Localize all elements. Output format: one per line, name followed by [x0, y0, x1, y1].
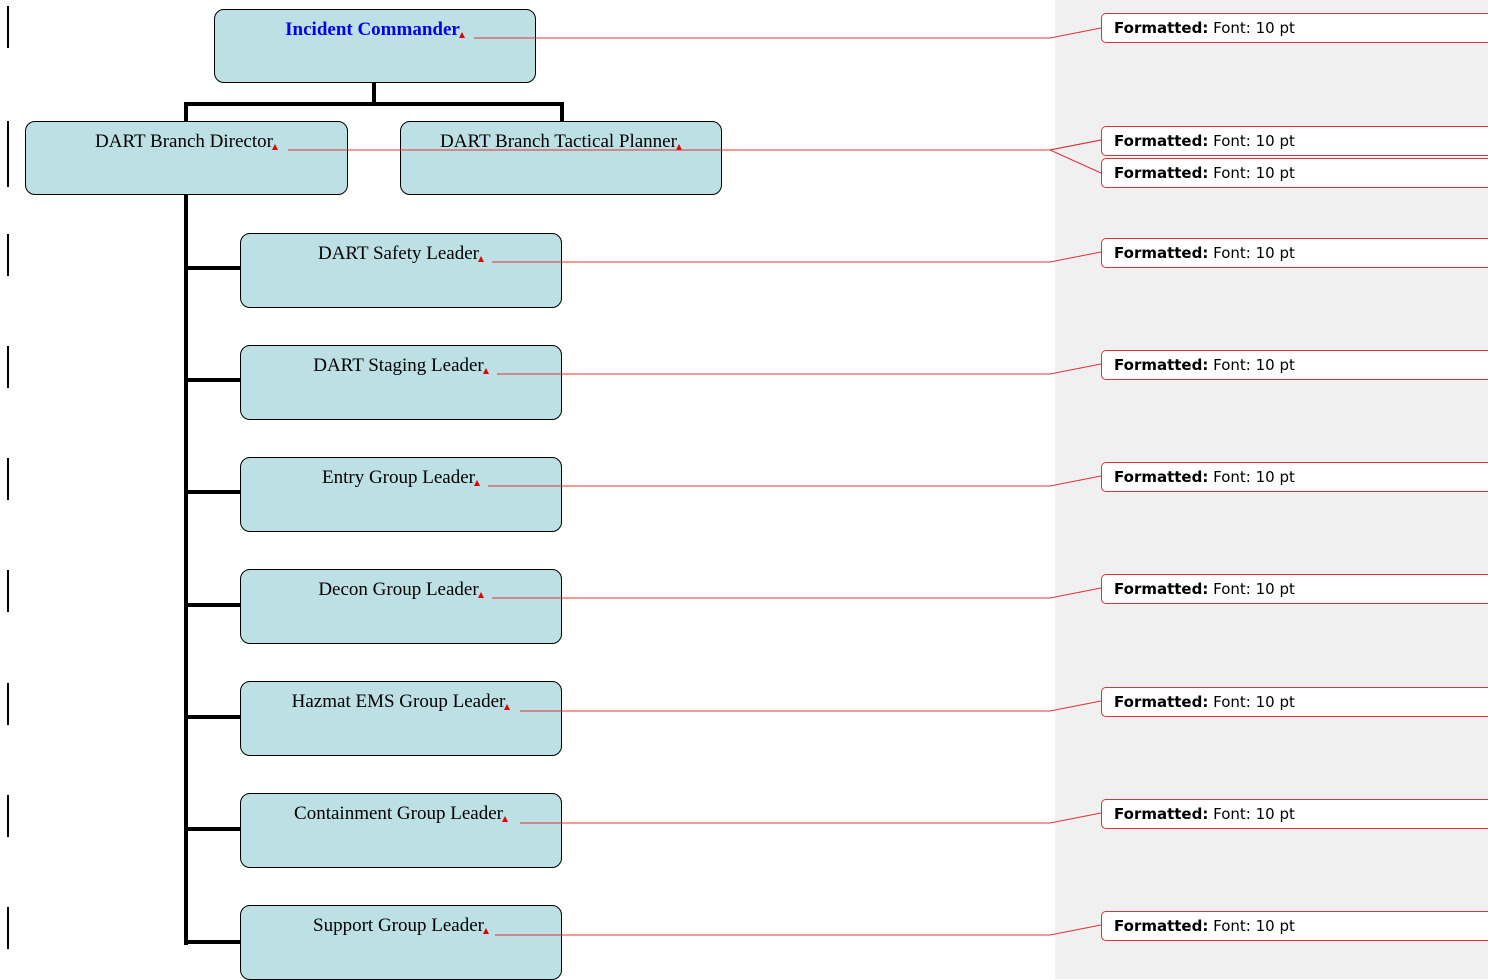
balloon-detail: Font: 10 pt [1213, 917, 1295, 935]
balloon-label: Formatted: [1114, 19, 1209, 37]
box-label: DART Staging Leader [313, 355, 484, 376]
balloon-label: Formatted: [1114, 356, 1209, 374]
box-label: Incident Commander [285, 19, 460, 40]
balloon-detail: Font: 10 pt [1213, 693, 1295, 711]
box-label: DART Safety Leader [317, 243, 479, 264]
change-bar [7, 458, 9, 500]
comment-balloon[interactable] [1101, 238, 1488, 268]
box-label: Containment Group Leader [294, 803, 503, 824]
change-marker-icon [483, 928, 489, 934]
balloon-label: Formatted: [1114, 468, 1209, 486]
balloon-label: Formatted: [1114, 917, 1209, 935]
balloon-detail: Font: 10 pt [1213, 244, 1295, 262]
org-box-incident-commander[interactable] [214, 9, 536, 83]
comment-balloon[interactable] [1101, 158, 1488, 188]
change-marker-icon [483, 368, 489, 374]
comment-balloon[interactable] [1101, 687, 1488, 717]
connector-line [184, 102, 188, 122]
balloon-label: Formatted: [1114, 132, 1209, 150]
connector-line [184, 102, 564, 106]
balloon-detail: Font: 10 pt [1213, 805, 1295, 823]
change-bar [7, 907, 9, 949]
org-box-containment-group-leader[interactable] [240, 793, 562, 868]
comment-balloon[interactable] [1101, 799, 1488, 829]
org-box-hazmat-ems-group-leader[interactable] [240, 681, 562, 756]
org-box-tactical-planner[interactable] [400, 121, 722, 195]
balloon-label: Formatted: [1114, 805, 1209, 823]
box-label: Support Group Leader [313, 915, 484, 936]
box-label: Hazmat EMS Group Leader [291, 691, 506, 712]
balloon-detail: Font: 10 pt [1213, 468, 1295, 486]
change-marker-icon [502, 816, 508, 822]
box-label: DART Branch Director [95, 131, 273, 152]
comment-balloon[interactable] [1101, 13, 1488, 43]
comment-balloon[interactable] [1101, 126, 1488, 156]
connector-line [184, 940, 242, 944]
change-marker-icon [676, 144, 682, 150]
org-box-safety-leader[interactable] [240, 233, 562, 308]
balloon-detail: Font: 10 pt [1213, 580, 1295, 598]
balloon-detail: Font: 10 pt [1213, 164, 1295, 182]
change-bar [7, 346, 9, 388]
change-marker-icon [272, 144, 278, 150]
change-bar [7, 234, 9, 276]
balloon-label: Formatted: [1114, 693, 1209, 711]
comment-balloon[interactable] [1101, 911, 1488, 941]
org-box-entry-group-leader[interactable] [240, 457, 562, 532]
connector-line [184, 378, 242, 382]
change-marker-icon [478, 256, 484, 262]
comment-balloon[interactable] [1101, 574, 1488, 604]
org-box-decon-group-leader[interactable] [240, 569, 562, 644]
box-label: DART Branch Tactical Planner [440, 131, 677, 152]
connector-line [184, 195, 188, 945]
change-marker-icon [504, 704, 510, 710]
connector-line [184, 603, 242, 607]
balloon-detail: Font: 10 pt [1213, 356, 1295, 374]
box-label: Decon Group Leader [318, 579, 479, 600]
change-marker-icon [459, 32, 465, 38]
change-marker-icon [474, 480, 480, 486]
balloon-label: Formatted: [1114, 580, 1209, 598]
balloon-label: Formatted: [1114, 244, 1209, 262]
connector-line [372, 82, 376, 104]
connector-line [184, 266, 242, 270]
connector-line [184, 715, 242, 719]
org-box-branch-director[interactable] [25, 121, 348, 195]
change-marker-icon [478, 592, 484, 598]
change-bar [7, 121, 9, 187]
org-box-support-group-leader[interactable] [240, 905, 562, 980]
balloon-detail: Font: 10 pt [1213, 132, 1295, 150]
org-box-staging-leader[interactable] [240, 345, 562, 420]
connector-line [560, 102, 564, 122]
comment-balloon[interactable] [1101, 350, 1488, 380]
change-bar [7, 795, 9, 837]
change-bar [7, 570, 9, 612]
connector-line [184, 827, 242, 831]
connector-line [184, 490, 242, 494]
box-label: Entry Group Leader [322, 467, 475, 488]
change-bar [7, 683, 9, 725]
change-bar [7, 6, 9, 48]
comment-balloon[interactable] [1101, 462, 1488, 492]
balloon-label: Formatted: [1114, 164, 1209, 182]
balloon-detail: Font: 10 pt [1213, 19, 1295, 37]
